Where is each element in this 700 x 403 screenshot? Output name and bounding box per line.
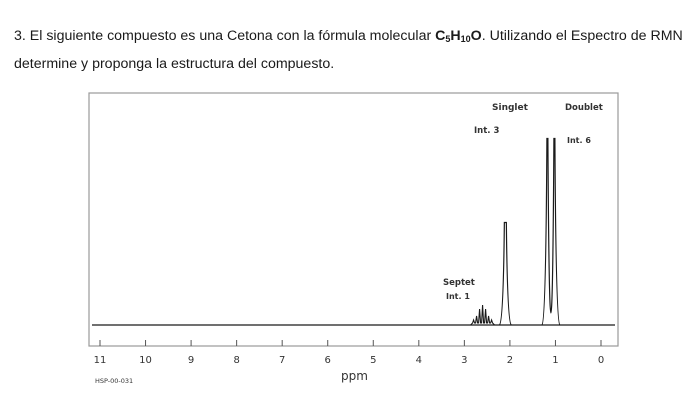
singlet-label: Singlet: [492, 103, 528, 113]
x-tick-label-8: 8: [233, 355, 240, 366]
doublet-int-label: Int. 6: [567, 136, 591, 145]
x-axis-tick-labels: [94, 355, 605, 366]
formula-oxygen: O: [470, 28, 482, 44]
x-tick-label-2: 2: [506, 355, 514, 366]
x-tick-label-3: 3: [461, 355, 468, 366]
plot-frame: [89, 93, 618, 346]
question-text-before: 3. El siguiente compuesto es una Cetona con la fórmula molecular: [14, 28, 436, 44]
x-tick-label-11: 11: [93, 355, 107, 366]
x-tick-label-4: 4: [415, 355, 423, 366]
x-tick-label-6: 6: [324, 355, 331, 366]
formula-hydrogen-count: 10: [460, 34, 471, 44]
x-axis-label: ppm: [341, 369, 368, 383]
x-tick-label-10: 10: [139, 355, 152, 366]
formula-carbon: C: [435, 28, 446, 44]
singlet-int-label: Int. 3: [474, 126, 500, 136]
septet-label: Septet: [443, 278, 475, 288]
doublet-label: Doublet: [565, 103, 603, 113]
x-tick-label-0: 0: [597, 355, 605, 366]
x-tick-label-9: 9: [187, 355, 195, 366]
x-tick-label-7: 7: [278, 355, 286, 366]
septet-int-label: Int. 1: [446, 292, 470, 301]
spectrum-code: HSP-00-031: [95, 377, 134, 385]
formula-carbon-count: 5: [445, 34, 451, 44]
formula-hydrogen: H: [450, 28, 461, 44]
x-tick-label-5: 5: [370, 355, 377, 366]
question-text-after: . Utilizando el Espectro de RMN determine y proponga la estructura del compuesto.: [14, 28, 683, 72]
x-tick-label-1: 1: [552, 355, 559, 366]
